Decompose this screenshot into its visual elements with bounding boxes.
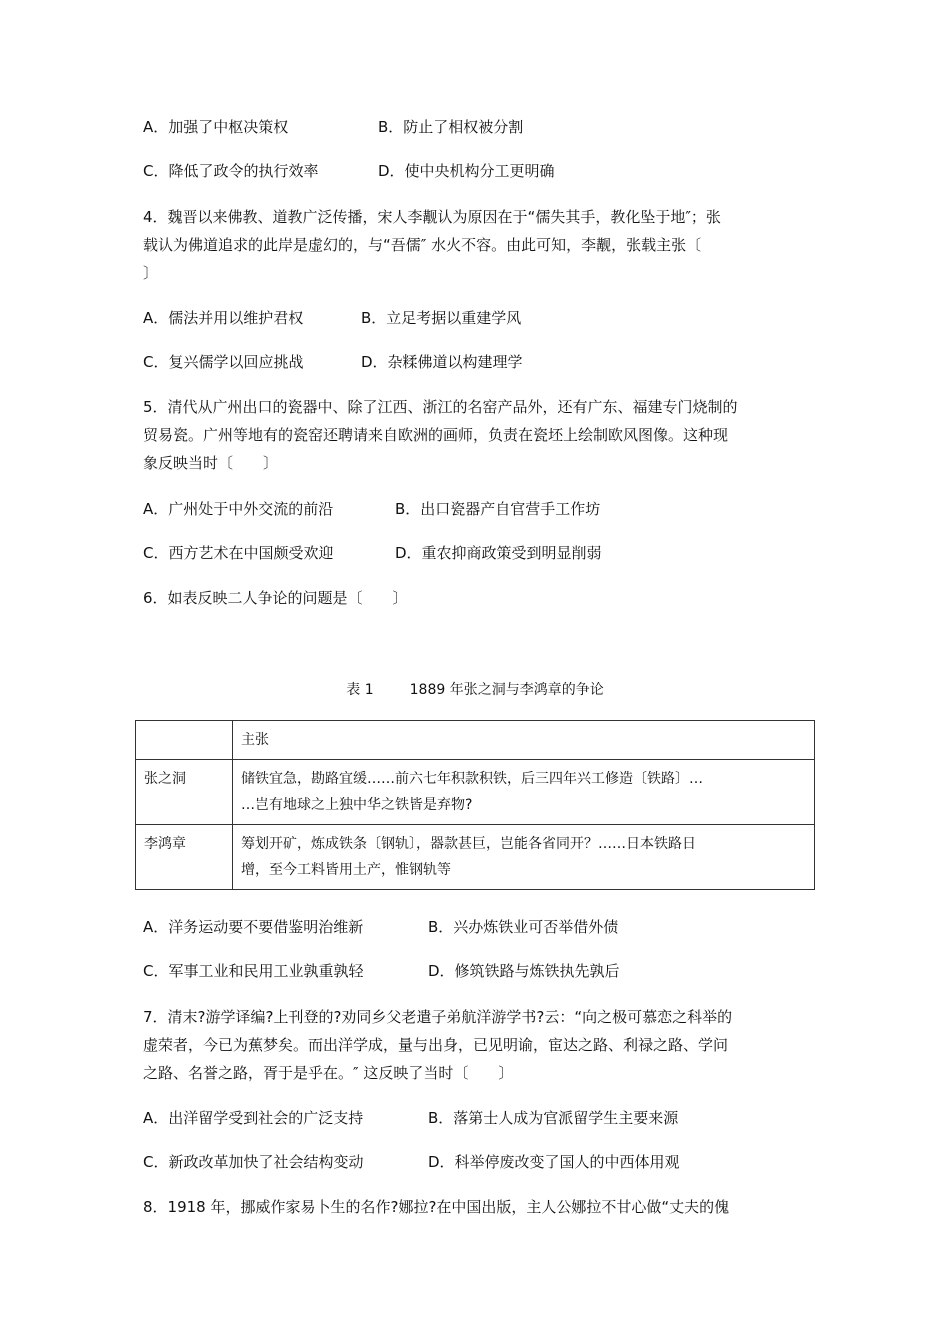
q5-option-d: D．重农抑商政策受到明显削弱 xyxy=(395,544,602,562)
table-row-text-line: 筹划开矿，炼成铁条〔钢轨〕，器款甚巨，岂能各省同开？……日本铁路日 xyxy=(241,836,696,852)
q4-stem-line-3: 〕 xyxy=(143,264,159,282)
q6-option-b: B．兴办炼铁业可否举借外债 xyxy=(428,918,619,936)
q6-option-c: C．军事工业和民用工业孰重孰轻 xyxy=(143,962,364,980)
q4-stem-line-1: 4．魏晋以来佛教、道教广泛传播，宋人李觏认为原因在于“儒失其手，教化坠于地″；张 xyxy=(143,208,721,226)
table-row-name: 张之洞 xyxy=(136,760,233,825)
table-caption xyxy=(0,680,950,700)
table-row-content xyxy=(233,760,815,825)
table-row-text-line: 储铁宜急，勘路宜缓……前六七年积款积铁，后三四年兴工修造〔铁路〕… xyxy=(241,771,703,787)
q7-option-c: C．新政改革加快了社会结构变动 xyxy=(143,1153,364,1171)
q6-stem: 6．如表反映二人争论的问题是〔 〕 xyxy=(143,589,408,607)
q7-stem-line-3: 之路、名誉之路，胥于是乎在。″ 这反映了当时〔 〕 xyxy=(143,1064,514,1082)
q7-stem-line-2: 虚荣者，今已为蕉梦矣。而出洋学成，量与出身，已见明谕，宦达之路、利禄之路、学问 xyxy=(143,1036,729,1054)
table-row-text-line: …岂有地球之上独中华之铁皆是弃物? xyxy=(241,797,473,813)
q8-stem-line-1: 8．1918 年，挪威作家易卜生的名作?娜拉?在中国出版，主人公娜拉不甘心做“丈夫的傀 xyxy=(143,1198,730,1216)
q4-option-c: C．复兴儒学以回应挑战 xyxy=(143,353,304,371)
q5-stem-line-1: 5．清代从广州出口的瓷器中、除了江西、浙江的名窑产品外，还有广东、福建专门烧制的 xyxy=(143,398,738,416)
q7-option-b: B．落第士人成为官派留学生主要来源 xyxy=(428,1109,679,1127)
table-header-row xyxy=(136,721,815,760)
table-row-text-line: 增，至今工料皆用土产，惟钢轨等 xyxy=(241,862,451,878)
q3-option-d: D．使中央机构分工更明确 xyxy=(378,162,555,180)
debate-table xyxy=(135,720,815,890)
q3-option-c: C．降低了政令的执行效率 xyxy=(143,162,319,180)
q5-stem-line-3: 象反映当时〔 〕 xyxy=(143,454,279,472)
q4-option-d: D．杂糅佛道以构建理学 xyxy=(361,353,523,371)
q5-option-a: A．广州处于中外交流的前沿 xyxy=(143,500,334,518)
q6-option-d: D．修筑铁路与炼铁执先孰后 xyxy=(428,962,620,980)
q3-option-b: B．防止了相权被分割 xyxy=(378,118,524,136)
table-row xyxy=(136,825,815,890)
table-caption-title: 1889 年张之洞与李鸿章的争论 xyxy=(409,682,604,698)
q7-option-a: A．出洋留学受到社会的广泛支持 xyxy=(143,1109,364,1127)
q5-stem-line-2: 贸易瓷。广州等地有的瓷窑还聘请来自欧洲的画师，负责在瓷坯上绘制欧风图像。这种现 xyxy=(143,426,729,444)
table-header-cell: 主张 xyxy=(233,721,815,760)
table-caption-number: 表 1 xyxy=(346,682,374,698)
table-row-name: 李鸿章 xyxy=(136,825,233,890)
table-header-empty-cell xyxy=(136,721,233,760)
table-row-content xyxy=(233,825,815,890)
q5-option-c: C．西方艺术在中国颇受欢迎 xyxy=(143,544,334,562)
q5-option-b: B．出口瓷器产自官营手工作坊 xyxy=(395,500,601,518)
q4-option-a: A．儒法并用以维护君权 xyxy=(143,309,304,327)
q4-stem-line-2: 载认为佛道追求的此岸是虚幻的，与“吾儒″ 水火不容。由此可知，李觏，张载主张〔 xyxy=(143,236,702,254)
q7-option-d: D．科举停废改变了国人的中西体用观 xyxy=(428,1153,680,1171)
q4-option-b: B．立足考据以重建学风 xyxy=(361,309,522,327)
q7-stem-line-1: 7．清末?游学译编?上刊登的?劝同乡父老遣子弟航洋游学书?云：“向之极可慕恋之科举的 xyxy=(143,1008,733,1026)
q6-option-a: A．洋务运动要不要借鉴明治维新 xyxy=(143,918,364,936)
q3-option-a: A．加强了中枢决策权 xyxy=(143,118,289,136)
table-row xyxy=(136,760,815,825)
